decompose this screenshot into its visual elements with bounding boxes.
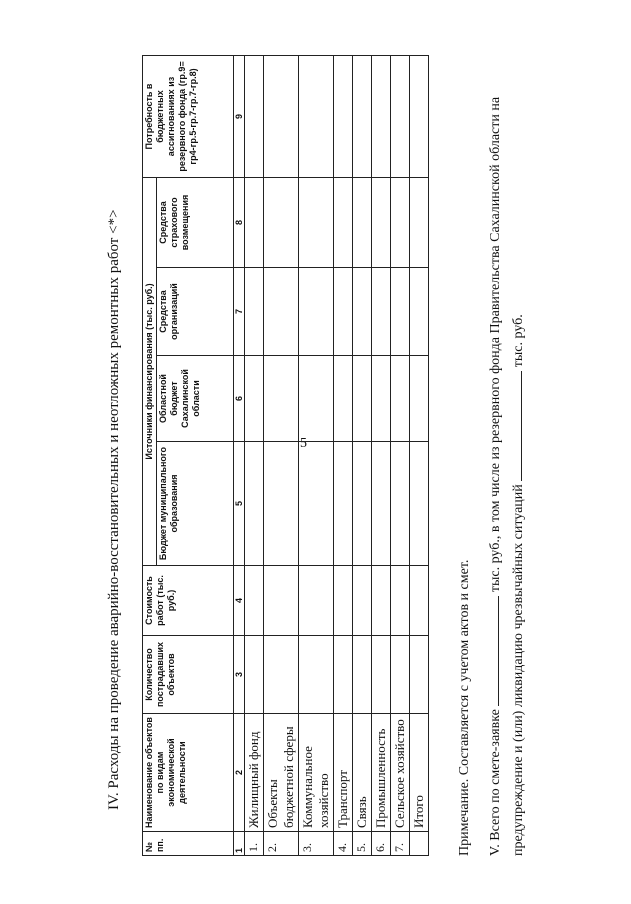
row-number	[410, 832, 429, 856]
row-number: 3.	[299, 832, 334, 856]
cell	[245, 55, 264, 177]
cell	[334, 356, 353, 442]
column-number: 7	[234, 268, 245, 356]
cell	[245, 268, 264, 356]
row-number: 1.	[245, 832, 264, 856]
page-number: 5	[300, 436, 307, 451]
column-number: 3	[234, 636, 245, 714]
cell	[391, 356, 410, 442]
row-number: 5.	[353, 832, 372, 856]
cell	[372, 356, 391, 442]
cell	[353, 177, 372, 267]
summary-paragraph	[484, 36, 530, 856]
cell	[264, 636, 299, 714]
cell	[334, 55, 353, 177]
table-row	[410, 55, 429, 855]
column-number: 8	[234, 177, 245, 267]
table-row	[372, 55, 391, 855]
cell	[245, 566, 264, 636]
row-name: Жилищный фонд	[245, 714, 264, 832]
cell	[299, 356, 334, 442]
header-municipal: Бюджет муниципального образования	[157, 442, 234, 566]
summary-part-1: V. Всего по смете-заявке	[488, 709, 503, 856]
table-row	[353, 55, 372, 855]
cell	[334, 268, 353, 356]
row-name: Объекты бюджетной сферы	[264, 714, 299, 832]
table-row	[391, 55, 410, 855]
cell	[334, 636, 353, 714]
column-number: 2	[234, 714, 245, 832]
cell	[299, 177, 334, 267]
cell	[391, 268, 410, 356]
summary-part-2: тыс. руб., в том числе из резервного фонда Правительства Сахалинской области на предупреждение и (или) ликвидацию чрезвычайных ситуаций	[488, 96, 526, 856]
header-need: Потребность в бюджетных ассигнованиях из резервного фонда (гр.9= гр4-гр.5-гр.7-гр.7-гр.8)	[143, 55, 234, 177]
cell	[334, 442, 353, 566]
cell	[353, 356, 372, 442]
cell	[334, 177, 353, 267]
header-count: Количество пострадавших объектов	[143, 636, 234, 714]
cell	[299, 566, 334, 636]
cell	[245, 356, 264, 442]
cell	[299, 442, 334, 566]
cell	[391, 566, 410, 636]
cell	[372, 442, 391, 566]
cell	[391, 177, 410, 267]
cell	[264, 268, 299, 356]
cell	[264, 356, 299, 442]
header-organization: Средства организаций	[157, 268, 234, 356]
cell	[264, 566, 299, 636]
cell	[334, 566, 353, 636]
cell	[245, 636, 264, 714]
expense-table	[142, 55, 429, 856]
row-name: Коммунальное хозяйство	[299, 714, 334, 832]
column-number: 9	[234, 55, 245, 177]
row-name: Сельское хозяйство	[391, 714, 410, 832]
cell	[353, 566, 372, 636]
cell	[353, 268, 372, 356]
total-blank-field	[484, 596, 499, 706]
section-title: IV. Расходы на проведение аварийно-восстановительных и неотложных ремонтных работ <*>	[106, 209, 122, 810]
cell	[299, 55, 334, 177]
table-row	[334, 55, 353, 855]
header-row-1	[143, 55, 157, 855]
cell	[299, 268, 334, 356]
cell	[391, 55, 410, 177]
cell	[391, 442, 410, 566]
cell	[372, 636, 391, 714]
row-name: Итого	[410, 714, 429, 832]
cell	[264, 177, 299, 267]
cell	[410, 636, 429, 714]
header-sources-group: Источники финансирования (тыс. руб.)	[143, 177, 157, 565]
cell	[353, 442, 372, 566]
reserve-blank-field	[507, 371, 522, 481]
header-name: Наименование объектов по видам экономической деятельности	[143, 714, 234, 832]
header-cost: Стоимость работ (тыс. руб.)	[143, 566, 234, 636]
row-name: Связь	[353, 714, 372, 832]
cell	[372, 268, 391, 356]
row-number: 7.	[391, 832, 410, 856]
header-insurance: Средства страхового возмещения	[157, 177, 234, 267]
cell	[410, 268, 429, 356]
cell	[353, 636, 372, 714]
table-row	[264, 55, 299, 855]
table-note: Примечание. Составляется с учетом актов и смет.	[457, 559, 472, 856]
cell	[353, 55, 372, 177]
column-number: 5	[234, 442, 245, 566]
header-regional: Областной бюджет Сахалинской области	[157, 356, 234, 442]
column-number-row	[234, 55, 245, 855]
cell	[410, 566, 429, 636]
header-no: № пп.	[143, 832, 234, 856]
row-number: 4.	[334, 832, 353, 856]
row-name: Промышленность	[372, 714, 391, 832]
cell	[245, 177, 264, 267]
cell	[410, 356, 429, 442]
row-number: 2.	[264, 832, 299, 856]
cell	[299, 636, 334, 714]
cell	[391, 636, 410, 714]
cell	[410, 55, 429, 177]
column-number: 6	[234, 356, 245, 442]
cell	[372, 566, 391, 636]
table-row	[245, 55, 264, 855]
row-number: 6.	[372, 832, 391, 856]
cell	[410, 177, 429, 267]
cell	[264, 442, 299, 566]
cell	[372, 177, 391, 267]
column-number: 4	[234, 566, 245, 636]
summary-part-3: тыс. руб.	[511, 314, 526, 368]
cell	[245, 442, 264, 566]
cell	[264, 55, 299, 177]
column-number: 1	[234, 832, 245, 856]
table-row	[299, 55, 334, 855]
cell	[372, 55, 391, 177]
row-name: Транспорт	[334, 714, 353, 832]
cell	[410, 442, 429, 566]
